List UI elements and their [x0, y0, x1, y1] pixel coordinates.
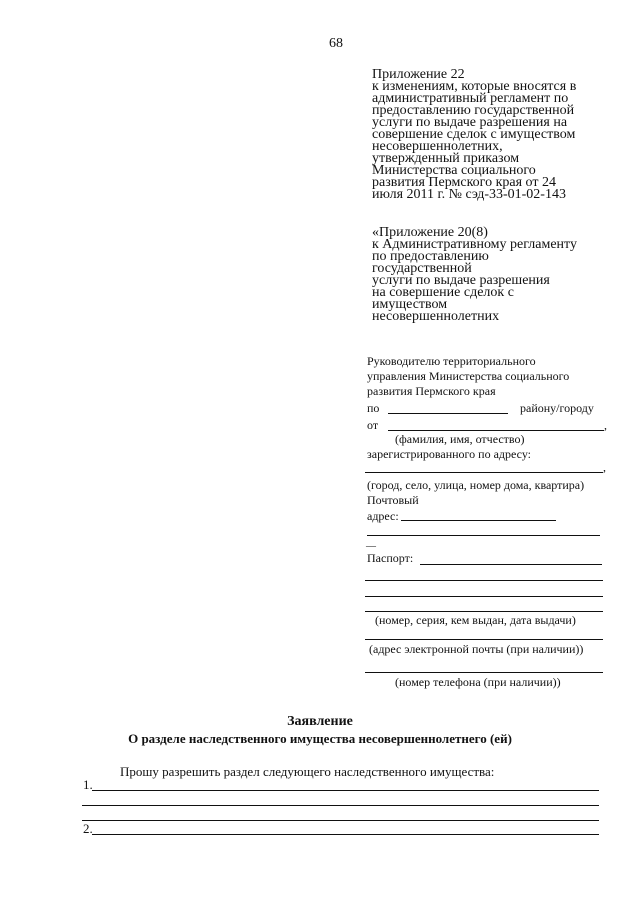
- appendix-22-line: к изменениям, которые вносятся в: [372, 79, 577, 94]
- item-1-label: 1.: [83, 777, 93, 792]
- item-1-field-line[interactable]: [92, 790, 599, 791]
- postal-label: Почтовый: [367, 493, 419, 507]
- appendix-22-line: совершение сделок с имуществом: [372, 127, 576, 142]
- item-1-field-line-3[interactable]: [82, 820, 599, 821]
- appendix-20-line: несовершеннолетних: [372, 309, 500, 324]
- postal-address-field-line-2[interactable]: [367, 535, 600, 536]
- appendix-22-line: предоставлению государственной: [372, 103, 575, 118]
- item-1-field-line-2[interactable]: [82, 805, 599, 806]
- from-field-line[interactable]: [388, 430, 604, 431]
- page-number: 68: [329, 36, 343, 51]
- addressee-line: развития Пермского края: [367, 384, 496, 398]
- appendix-20-block: [372, 227, 577, 323]
- addressee-line: управления Министерства социального: [367, 369, 570, 383]
- address-caption: (город, село, улица, номер дома, квартира): [367, 478, 585, 492]
- appendix-22-block: [372, 69, 576, 201]
- appendix-20-line: к Административному регламенту: [372, 237, 577, 252]
- appendix-20-line: государственной: [372, 261, 472, 276]
- appendix-20-line: «Приложение 20(8): [372, 225, 488, 240]
- po-label: по: [367, 401, 380, 415]
- district-field-line[interactable]: [388, 413, 508, 414]
- appendix-22-line: несовершеннолетних,: [372, 139, 503, 154]
- email-caption: (адрес электронной почты (при наличии)): [369, 642, 584, 656]
- fio-caption: (фамилия, имя, отчество): [395, 432, 525, 446]
- statement-subtitle: О разделе наследственного имущества несовершеннолетнего (ей): [128, 731, 512, 746]
- phone-field-line[interactable]: [365, 672, 603, 673]
- address-field-line[interactable]: [365, 472, 603, 473]
- request-text: Прошу разрешить раздел следующего наследственного имущества:: [120, 764, 495, 779]
- appendix-20-line: на совершение сделок с: [372, 285, 514, 300]
- appendix-20-line: имуществом: [372, 297, 448, 312]
- passport-caption: (номер, серия, кем выдан, дата выдачи): [375, 613, 576, 627]
- item-2-field-line[interactable]: [92, 834, 599, 835]
- appendix-22-line: Министерства социального: [372, 163, 536, 178]
- registered-label: зарегистрированного по адресу:: [367, 447, 531, 461]
- addressee-block: [367, 354, 569, 399]
- passport-field-line-4[interactable]: [365, 611, 603, 612]
- appendix-20-line: услуги по выдаче разрешения: [372, 273, 550, 288]
- appendix-22-line: утвержденный приказом: [372, 151, 520, 166]
- appendix-22-line: административный регламент по: [372, 91, 569, 106]
- appendix-22-line: развития Пермского края от 24: [372, 175, 556, 190]
- appendix-22-line: услуги по выдаче разрешения на: [372, 115, 568, 130]
- passport-label: Паспорт:: [367, 551, 414, 565]
- passport-field-line[interactable]: [420, 564, 602, 565]
- item-2-label: 2.: [83, 821, 93, 836]
- postal-address-label: адрес:: [367, 509, 399, 523]
- appendix-20-line: по предоставлению: [372, 249, 489, 264]
- dash: —: [366, 541, 376, 552]
- passport-field-line-2[interactable]: [365, 580, 603, 581]
- appendix-22-line: июля 2011 г. № сэд-33-01-02-143: [372, 187, 566, 202]
- comma: ,: [603, 460, 606, 474]
- appendix-22-line: Приложение 22: [372, 67, 465, 82]
- phone-caption: (номер телефона (при наличии)): [395, 675, 561, 689]
- statement-title: Заявление: [287, 714, 353, 729]
- passport-field-line-3[interactable]: [365, 596, 603, 597]
- email-field-line[interactable]: [365, 639, 603, 640]
- addressee-line: Руководителю территориального: [367, 354, 536, 368]
- ot-label: от: [367, 418, 379, 432]
- district-city-label: району/городу: [520, 401, 594, 415]
- comma: ,: [604, 418, 607, 432]
- postal-address-field-line[interactable]: [401, 520, 556, 521]
